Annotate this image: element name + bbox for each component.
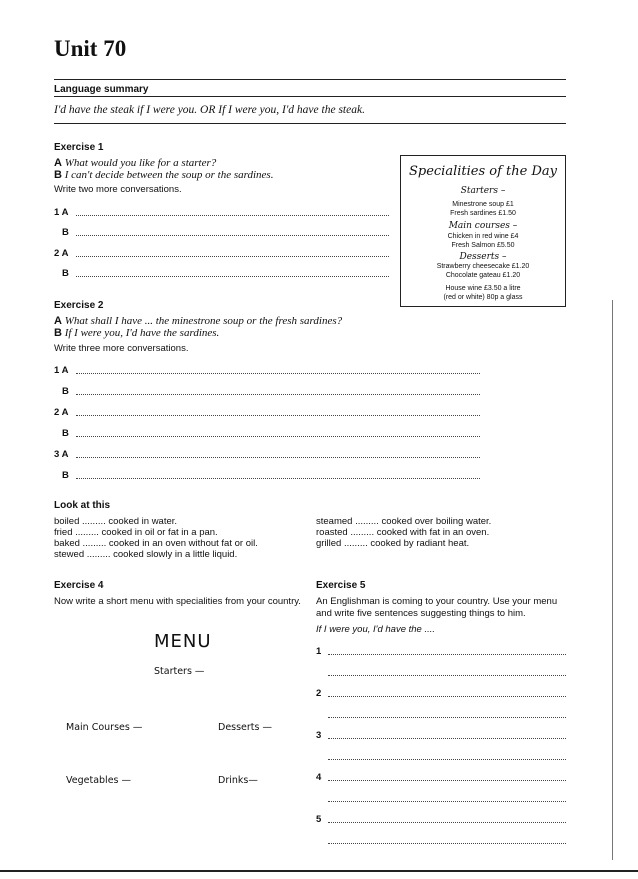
exercise2-instruction: Write three more conversations.: [54, 343, 189, 354]
exercise1-instruction: Write two more conversations.: [54, 184, 182, 195]
wine-line: House wine £3.50 a litre: [445, 285, 521, 292]
menu-starters: Starters —: [154, 666, 205, 677]
scan-edge: [612, 300, 613, 860]
menu-vegetables: Vegetables —: [66, 775, 132, 786]
sentence-number: 1: [316, 646, 322, 657]
exercise2-title: Exercise 2: [54, 300, 104, 311]
menu-desserts: Desserts —: [218, 722, 273, 733]
answer-line[interactable]: [76, 470, 480, 479]
cooking-term: boiled ......... cooked in water.: [54, 516, 178, 527]
menu-item: Fresh sardines £1.50: [450, 210, 516, 217]
answer-line[interactable]: [328, 688, 566, 697]
language-summary-text: I'd have the steak if I were you. OR If I were you, I'd have the steak.: [54, 104, 365, 116]
answer-line[interactable]: [76, 386, 480, 395]
answer-label: B: [62, 470, 69, 481]
answer-line[interactable]: [328, 709, 566, 718]
exercise5-prompt: If I were you, I'd have the ....: [316, 624, 436, 635]
cooking-term: baked ......... cooked in an oven without fat or oil.: [54, 538, 258, 549]
answer-line[interactable]: [76, 268, 389, 277]
exercise5-title: Exercise 5: [316, 580, 366, 591]
answer-label: 1 A: [54, 365, 69, 376]
answer-label: 3 A: [54, 449, 69, 460]
desserts-heading: Desserts –: [459, 252, 507, 262]
sentence-number: 4: [316, 772, 322, 783]
exercise4-instruction: Now write a short menu with specialities from your country.: [54, 596, 301, 607]
answer-line[interactable]: [76, 407, 480, 416]
exercise1-example-a: A What would you like for a starter?: [54, 157, 217, 169]
answer-label: B: [62, 386, 69, 397]
exercise1-example-b: B I can't decide between the soup or the sardines.: [54, 169, 274, 181]
menu-item: Strawberry cheesecake £1.20: [436, 263, 530, 270]
answer-line[interactable]: [76, 449, 480, 458]
sentence-number: 3: [316, 730, 322, 741]
exercise2-example-a: A What shall I have ... the minestrone soup or the fresh sardines?: [54, 315, 343, 327]
menu-item: Chicken in red wine £4: [447, 233, 519, 240]
answer-line[interactable]: [328, 814, 566, 823]
cooking-term: grilled ......... cooked by radiant heat.: [316, 538, 470, 549]
answer-line[interactable]: [328, 667, 566, 676]
starters-heading: Starters –: [460, 186, 506, 196]
page-title: Unit 70: [54, 36, 127, 61]
exercise2-example-b: B If I were you, I'd have the sardines.: [54, 327, 220, 339]
main-heading: Main courses –: [448, 221, 518, 231]
divider: [54, 79, 566, 80]
look-at-this-title: Look at this: [54, 500, 111, 511]
answer-line[interactable]: [328, 772, 566, 781]
exercise1-title: Exercise 1: [54, 142, 104, 153]
menu-item: Fresh Salmon £5.50: [451, 242, 515, 249]
cooking-term: roasted ......... cooked with fat in an oven.: [316, 527, 490, 538]
answer-label: 2 A: [54, 407, 69, 418]
answer-line[interactable]: [328, 835, 566, 844]
exercise4-title: Exercise 4: [54, 580, 104, 591]
cooking-term: steamed ......... cooked over boiling water.: [316, 516, 492, 527]
menu-item: Minestrone soup £1: [452, 201, 514, 208]
answer-line[interactable]: [328, 751, 566, 760]
menu-drinks: Drinks—: [218, 775, 258, 786]
cooking-term: fried ......... cooked in oil or fat in a pan.: [54, 527, 218, 538]
wine-line: (red or white) 80p a glass: [443, 294, 523, 301]
answer-label: B: [62, 428, 69, 439]
language-summary-heading: Language summary: [54, 84, 149, 95]
answer-line[interactable]: [76, 207, 389, 216]
answer-line[interactable]: [328, 730, 566, 739]
answer-line[interactable]: [76, 365, 480, 374]
divider: [54, 96, 566, 97]
answer-label: 1 A: [54, 207, 69, 218]
page-bottom-rule: [0, 870, 638, 872]
specials-menu-box: [400, 155, 566, 307]
sentence-number: 5: [316, 814, 322, 825]
answer-line[interactable]: [76, 248, 389, 257]
exercise5-instruction: An Englishman is coming to your country. Use your menu and write five sentences suggesting things to him.: [316, 596, 558, 619]
divider: [54, 123, 566, 124]
answer-line[interactable]: [328, 793, 566, 802]
menu-main-courses: Main Courses —: [66, 722, 143, 733]
cooking-term: stewed ......... cooked slowly in a little liquid.: [54, 549, 238, 560]
answer-label: B: [62, 268, 69, 279]
answer-line[interactable]: [76, 428, 480, 437]
answer-line[interactable]: [328, 646, 566, 655]
specials-title: Specialities of the Day: [408, 164, 557, 179]
answer-label: 2 A: [54, 248, 69, 259]
answer-label: B: [62, 227, 69, 238]
answer-line[interactable]: [76, 227, 389, 236]
sentence-number: 2: [316, 688, 322, 699]
menu-item: Chocolate gateau £1.20: [445, 272, 521, 279]
menu-heading: MENU: [154, 631, 212, 652]
